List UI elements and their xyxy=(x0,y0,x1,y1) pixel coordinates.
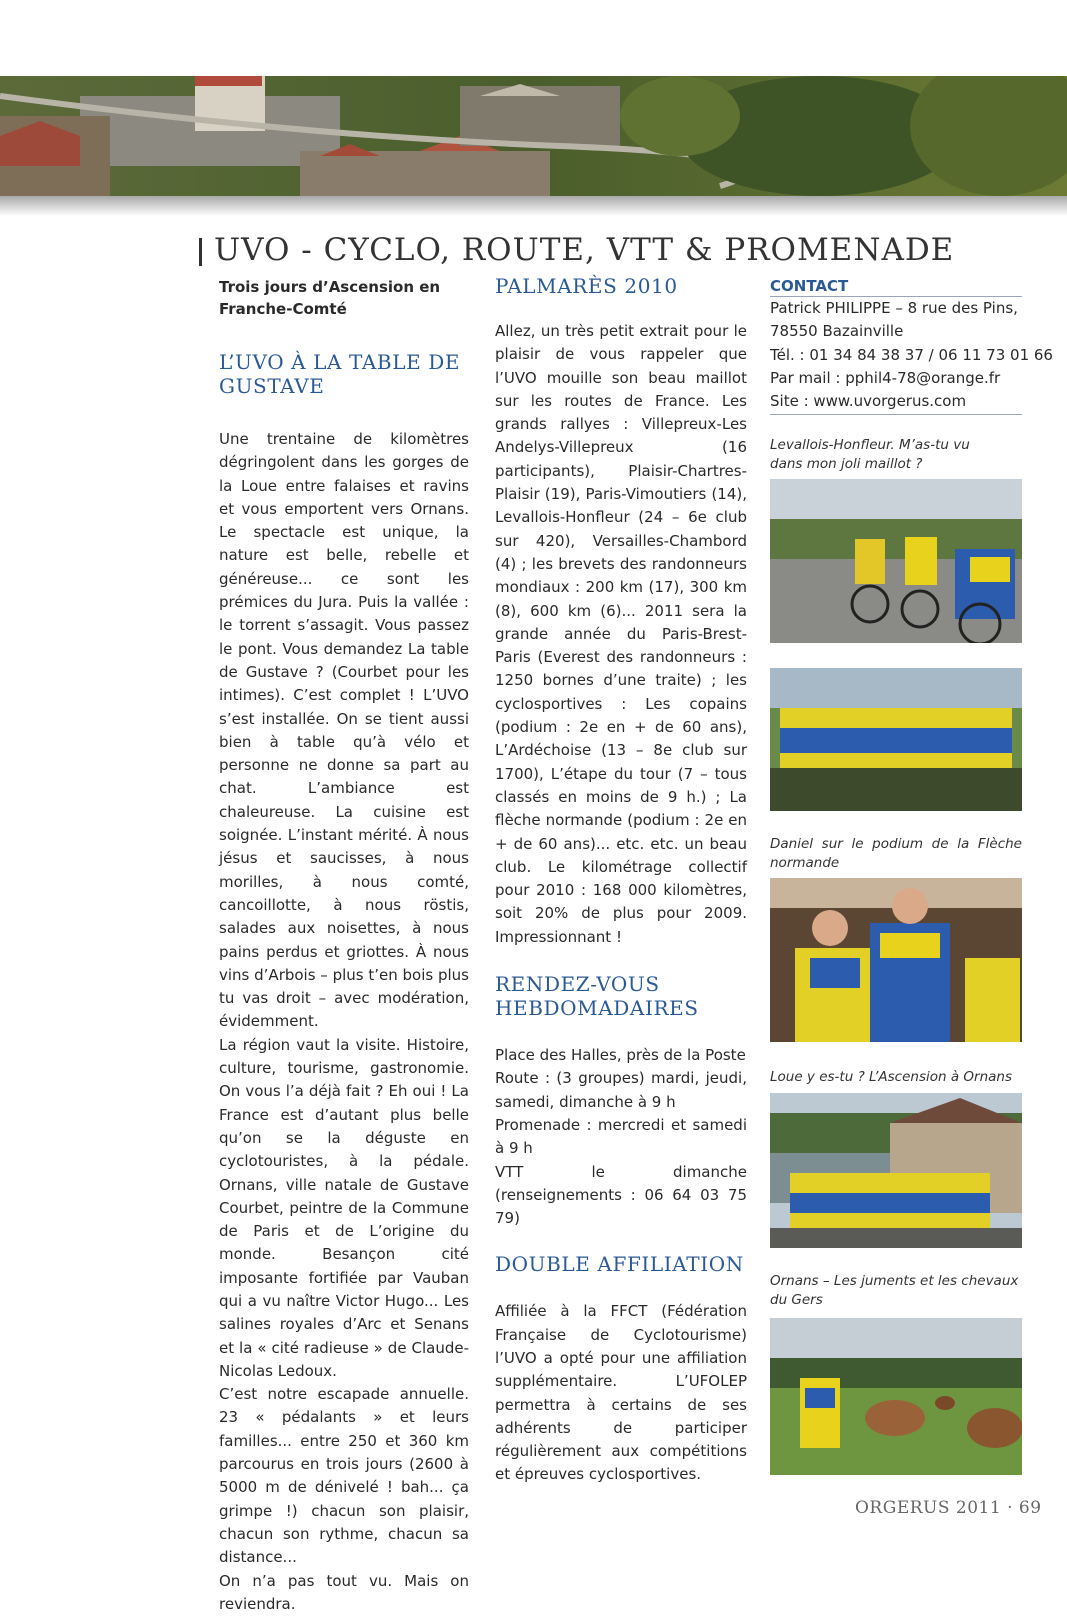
ornans-group-photo xyxy=(770,1093,1022,1248)
page-number: 69 xyxy=(1018,1498,1042,1518)
rdv-line: Promenade : mercredi et samedi à 9 h xyxy=(495,1115,747,1158)
title-accent-bar xyxy=(199,238,202,266)
rdv-line: Place des Halles, près de la Poste xyxy=(495,1046,746,1065)
contact-details xyxy=(770,297,1053,415)
contact-website[interactable]: Site : www.uvorgerus.com xyxy=(770,392,967,411)
paragraph-escapade: C’est notre escapade annuelle. 23 « pédalants » et leurs familles... entre 250 et 360 km parcourus en trois jours (2600 à 5000 m de dénivelé ! bah... ça grimpe !) chacun son plaisir, chacun son rythme, chacun sa distance... xyxy=(219,1385,469,1567)
club-group-photo xyxy=(770,668,1022,811)
contact-city: 78550 Bazainville xyxy=(770,322,904,341)
contact-heading: CONTACT xyxy=(770,276,1022,297)
column-contact xyxy=(770,276,1053,415)
contact-email[interactable]: Par mail : pphil4-78@orange.fr xyxy=(770,368,1001,387)
paragraph-reviendra: On n’a pas tout vu. Mais on reviendra. xyxy=(219,1571,469,1613)
heading-affiliation: DOUBLE AFFILIATION xyxy=(495,1252,744,1277)
horses-photo xyxy=(770,1318,1022,1475)
column-palmares xyxy=(495,274,747,1487)
footer-separator: · xyxy=(1007,1498,1013,1518)
rdv-line: Route : (3 groupes) mardi, jeudi, samedi, dimanche à 9 h xyxy=(495,1069,747,1111)
footer-publication: ORGERUS 2011 xyxy=(855,1498,1002,1518)
caption-levallois: Levallois-Honfleur. M’as-tu vu dans mon joli maillot ? xyxy=(770,437,970,472)
heading-table-de-gustave: L’UVO À LA TABLE DE GUSTAVE xyxy=(219,350,461,398)
rendez-vous-list xyxy=(495,1044,747,1230)
caption-ornans-chevaux: Ornans – Les juments et les chevaux du Gers xyxy=(770,1273,1019,1308)
page-footer xyxy=(855,1498,1042,1518)
paragraph-gorges-loue: Une trentaine de kilomètres dégringolent dans les gorges de la Loue entre falaises et ravins et vous emportent vers Ornans. Le spectacle est unique, la nature est belle, rebelle et généreuse... ce sont les prémices du Jura. Puis la vallée : le torrent s’assagit. Vous passez le pont. Vous demandez La table de Gustave ? (Courbet pour les intimes). C’est complet ! L’UVO s’est installée. On se tient aussi bien à table qu’à vélo et personne ne donne sa part au chat. L’ambiance est chaleureuse. La cuisine est soignée. L’instant mérité. À nous jésus et saucisses, à nous morilles, à nous comté, cancoillotte, à nous röstis, salades aux noisettes, à nous pains perdus et griottes. À nous vins d’Arbois – plus t’en bois plus tu vas droit – avec modération, évidemment. xyxy=(219,430,469,1031)
heading-palmares: PALMARÈS 2010 xyxy=(495,274,678,298)
paragraph-palmares: Allez, un très petit extrait pour le plaisir de vous rappeler que l’UVO mouille son beau maillot sur les routes de France. Les grands rallyes : Villepreux-Les Andelys-Villepreux (16 participants), Plaisir-Chartres-Plaisir (19), Paris-Vimoutiers (14), Levallois-Honfleur (24 – 6e club sur 420), Versailles-Chambord (4) ; les brevets des randonneurs mondiaux : 200 km (17), 300 km (8), 600 km (6)... 2011 sera la grande année du Paris-Brest-Paris (Everest des randonneurs : 1250 bornes d’une traite) ; les cyclosportives : Les copains (podium : 2e en + de 60 ans), L’Ardéchoise (13 – 8e club sur 1700), L’étape du tour (7 – tous classés en moins de 9 h.) ; La flèche normande (podium : 2e en + de 60 ans)... etc. etc. un beau club. Le kilométrage collectif pour 2010 : 168 000 kilomètres, soit 20% de plus pour 2009. Impressionnant ! xyxy=(495,322,747,946)
aerial-village-photo xyxy=(0,76,1067,196)
contact-phone: Tél. : 01 34 84 38 37 / 06 11 73 01 66 xyxy=(770,345,1053,364)
paragraph-region: La région vaut la visite. Histoire, culture, tourisme, gastronomie. On vous l’a déjà fait ? Eh oui ! La France est d’autant plus belle qu’on se la déguste en cyclotouristes, à la pédale. Ornans, ville natale de Gustave Courbet, peintre de la Commune de Paris et de L’origine du monde. Besançon cité imposante fortifiée par Vauban qui a vu naître Victor Hugo... Les salines royales d’Arc et Senans et la « cité radieuse » de Claude-Nicolas Ledoux. xyxy=(219,1035,469,1380)
heading-rendez-vous: RENDEZ-VOUS HEBDOMADAIRES xyxy=(495,972,699,1021)
caption-loue: Loue y es-tu ? L’Ascension à Ornans xyxy=(770,1069,1013,1085)
podium-photo xyxy=(770,878,1022,1042)
cyclists-road-photo xyxy=(770,479,1022,643)
column-ascension xyxy=(219,276,469,1616)
paragraph-affiliation: Affiliée à la FFCT (Fédération Française de Cyclotourisme) l’UVO a opté pour une affiliation supplémentaire. L’UFOLEP permettra à certains de ses adhérents de participer régulièrement aux compétitions et épreuves cyclosportives. xyxy=(495,1302,747,1484)
contact-name-address: Patrick PHILIPPE – 8 rue des Pins, xyxy=(770,299,1018,317)
rdv-line: VTT le dimanche (renseignements : 06 64 03 75 79) xyxy=(495,1162,747,1228)
page-title: UVO - CYCLO, ROUTE, VTT & PROMENADE xyxy=(214,232,955,268)
caption-daniel-podium: Daniel sur le podium de la Flèche normande xyxy=(770,836,1022,871)
lead-subtitle: Trois jours d’Ascension en Franche-Comté xyxy=(219,278,441,318)
banner-shadow xyxy=(0,196,1067,216)
